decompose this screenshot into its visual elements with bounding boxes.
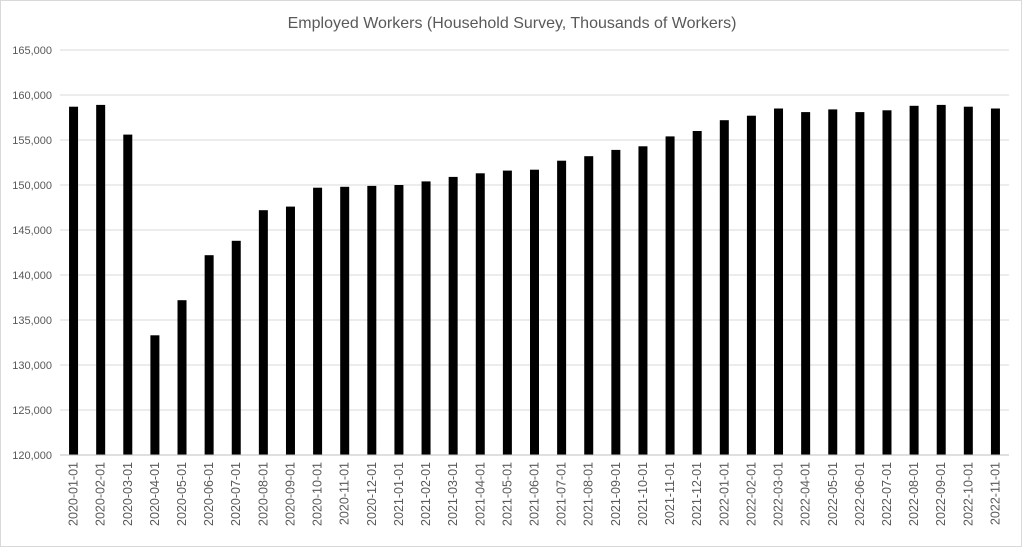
x-tick-label: 2021-08-01 xyxy=(581,462,596,526)
x-tick-label: 2020-10-01 xyxy=(310,462,325,526)
x-tick-label: 2021-12-01 xyxy=(690,462,705,526)
bar xyxy=(503,171,512,455)
y-tick-label: 145,000 xyxy=(12,225,52,237)
bar xyxy=(286,207,295,455)
bar xyxy=(394,185,403,455)
bar xyxy=(693,131,702,455)
bar xyxy=(801,112,810,455)
x-tick-label: 2021-04-01 xyxy=(473,462,488,526)
bar xyxy=(205,255,214,455)
chart-title: Employed Workers (Household Survey, Thousands of Workers) xyxy=(287,15,737,32)
y-tick-label: 130,000 xyxy=(12,360,52,372)
x-tick-label: 2021-05-01 xyxy=(500,462,515,526)
x-tick-label: 2022-06-01 xyxy=(852,462,867,526)
x-tick-label: 2022-05-01 xyxy=(825,462,840,526)
bar xyxy=(638,146,647,455)
x-tick-label: 2020-02-01 xyxy=(93,462,108,526)
bar xyxy=(855,112,864,455)
x-tick-label: 2022-07-01 xyxy=(879,462,894,526)
bar xyxy=(611,150,620,455)
y-tick-label: 125,000 xyxy=(12,405,52,417)
bar xyxy=(584,156,593,455)
y-tick-label: 160,000 xyxy=(12,90,52,102)
x-tick-label: 2020-11-01 xyxy=(337,462,352,526)
x-tick-label: 2022-10-01 xyxy=(961,462,976,526)
bar xyxy=(530,170,539,455)
x-tick-label: 2020-03-01 xyxy=(120,462,135,526)
bar xyxy=(882,110,891,455)
bar xyxy=(96,105,105,455)
bar xyxy=(557,161,566,455)
bar xyxy=(449,177,458,455)
x-tick-label: 2020-01-01 xyxy=(66,462,81,526)
y-tick-label: 155,000 xyxy=(12,135,52,147)
bar xyxy=(964,107,973,455)
bar xyxy=(150,335,159,455)
x-tick-label: 2022-09-01 xyxy=(934,462,949,526)
y-tick-label: 120,000 xyxy=(12,450,52,462)
x-tick-label: 2022-01-01 xyxy=(717,462,732,526)
bar xyxy=(259,210,268,455)
y-tick-label: 135,000 xyxy=(12,315,52,327)
bar xyxy=(476,173,485,455)
bar xyxy=(774,109,783,456)
x-tick-label: 2020-07-01 xyxy=(229,462,244,526)
x-axis-ticks xyxy=(67,462,1003,526)
x-tick-label: 2021-07-01 xyxy=(554,462,569,526)
x-tick-label: 2020-04-01 xyxy=(147,462,162,526)
bar xyxy=(340,187,349,455)
bar xyxy=(666,136,675,455)
bar xyxy=(123,135,132,455)
x-tick-label: 2021-10-01 xyxy=(635,462,650,526)
bar xyxy=(178,300,187,455)
bar xyxy=(991,109,1000,456)
x-tick-label: 2021-09-01 xyxy=(608,462,623,526)
x-tick-label: 2022-03-01 xyxy=(771,462,786,526)
bars xyxy=(69,105,1000,455)
x-tick-label: 2022-08-01 xyxy=(907,462,922,526)
bar xyxy=(313,188,322,455)
bar xyxy=(910,106,919,455)
bar xyxy=(937,105,946,455)
bar xyxy=(69,107,78,455)
y-tick-label: 165,000 xyxy=(12,45,52,57)
bar xyxy=(720,120,729,455)
y-tick-label: 150,000 xyxy=(12,180,52,192)
bar xyxy=(422,181,431,455)
x-tick-label: 2020-08-01 xyxy=(256,462,271,526)
x-tick-label: 2021-01-01 xyxy=(391,462,406,526)
x-tick-label: 2021-11-01 xyxy=(663,462,678,526)
x-tick-label: 2022-02-01 xyxy=(744,462,759,526)
bar xyxy=(828,109,837,455)
bar xyxy=(747,116,756,455)
y-tick-label: 140,000 xyxy=(12,270,52,282)
x-tick-label: 2020-09-01 xyxy=(283,462,298,526)
bar xyxy=(232,241,241,455)
bar xyxy=(367,186,376,455)
x-tick-label: 2020-05-01 xyxy=(175,462,190,526)
x-tick-label: 2021-06-01 xyxy=(527,462,542,526)
x-tick-label: 2021-03-01 xyxy=(446,461,461,526)
x-tick-label: 2020-12-01 xyxy=(364,462,379,526)
x-tick-label: 2022-11-01 xyxy=(988,462,1003,526)
y-axis-ticks xyxy=(12,45,52,462)
x-tick-label: 2020-06-01 xyxy=(202,462,217,526)
x-tick-label: 2022-04-01 xyxy=(798,462,813,526)
x-tick-label: 2021-02-01 xyxy=(419,462,434,526)
